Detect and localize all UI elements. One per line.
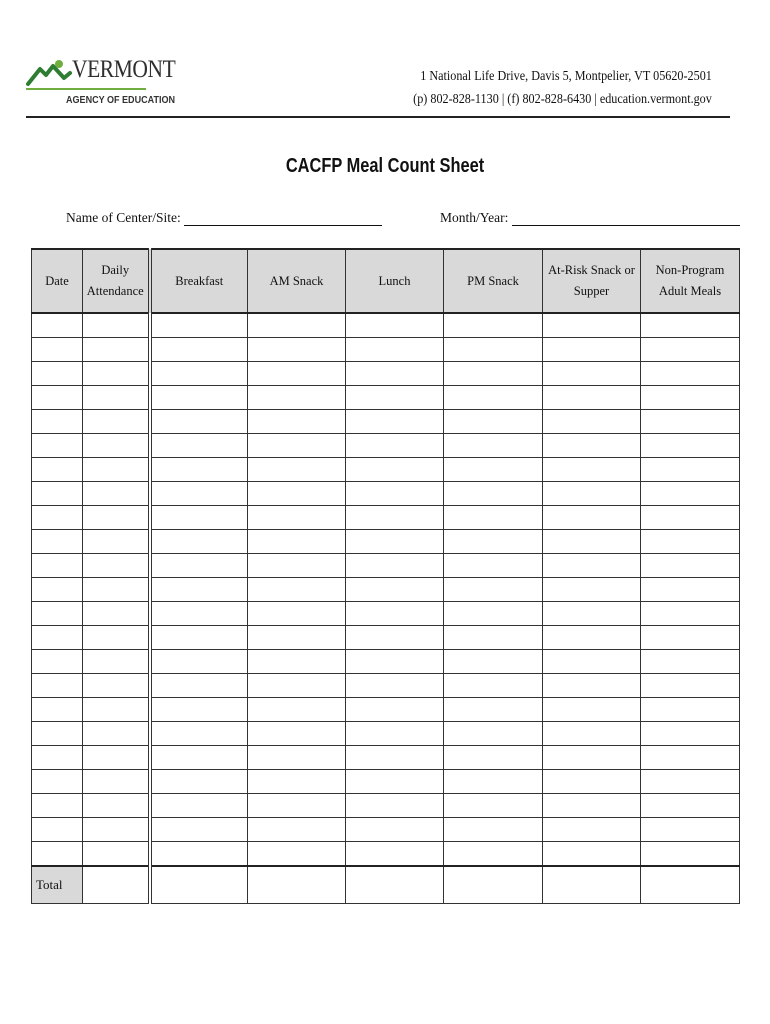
col-non-program-adult-meals: Non-Program Adult Meals [641,249,740,313]
total-non-program-adult-meals[interactable] [641,866,740,904]
cell-non-program-adult-meals[interactable] [641,626,740,650]
page-title: CACFP Meal Count Sheet [285,155,485,177]
cell-daily-attendance[interactable] [83,458,150,482]
cell-breakfast[interactable] [150,818,248,842]
cell-non-program-adult-meals[interactable] [641,362,740,386]
table-row [32,698,740,722]
cell-lunch[interactable] [346,674,444,698]
cell-breakfast[interactable] [150,338,248,362]
table-row [32,530,740,554]
cell-at-risk-snack-supper[interactable] [543,554,641,578]
cell-lunch[interactable] [346,410,444,434]
table-row [32,650,740,674]
cell-am-snack[interactable] [248,482,346,506]
cell-pm-snack[interactable] [444,674,543,698]
cell-at-risk-snack-supper[interactable] [543,506,641,530]
month-year-label: Month/Year: [440,210,509,225]
table-row [32,674,740,698]
cell-pm-snack[interactable] [444,698,543,722]
cell-date[interactable] [32,674,83,698]
logo-agency-name: AGENCY OF EDUCATION [66,94,176,106]
cell-date[interactable] [32,313,83,338]
cell-pm-snack[interactable] [444,410,543,434]
col-daily-attendance: Daily Attendance [83,249,150,313]
cell-at-risk-snack-supper[interactable] [543,530,641,554]
cell-breakfast[interactable] [150,386,248,410]
logo-rule [26,88,146,90]
cell-pm-snack[interactable] [444,602,543,626]
cell-pm-snack[interactable] [444,458,543,482]
cell-date[interactable] [32,698,83,722]
total-lunch[interactable] [346,866,444,904]
cell-date[interactable] [32,554,83,578]
cell-am-snack[interactable] [248,578,346,602]
cell-pm-snack[interactable] [444,554,543,578]
cell-daily-attendance[interactable] [83,626,150,650]
cell-pm-snack[interactable] [444,770,543,794]
cell-breakfast[interactable] [150,506,248,530]
cell-lunch[interactable] [346,842,444,867]
cell-lunch[interactable] [346,626,444,650]
cell-am-snack[interactable] [248,602,346,626]
table-row [32,458,740,482]
cell-daily-attendance[interactable] [83,530,150,554]
cell-non-program-adult-meals[interactable] [641,530,740,554]
cell-non-program-adult-meals[interactable] [641,506,740,530]
cell-lunch[interactable] [346,338,444,362]
cell-daily-attendance[interactable] [83,842,150,867]
col-at-risk-snack-supper: At-Risk Snack or Supper [543,249,641,313]
col-am-snack: AM Snack [248,249,346,313]
cell-breakfast[interactable] [150,313,248,338]
cell-non-program-adult-meals[interactable] [641,482,740,506]
cell-non-program-adult-meals[interactable] [641,650,740,674]
contact-line: (p) 802-828-1130 | (f) 802-828-6430 | education.vermont.gov [413,91,712,106]
cell-breakfast[interactable] [150,770,248,794]
cell-date[interactable] [32,626,83,650]
cell-am-snack[interactable] [248,506,346,530]
vermont-aoe-logo [26,56,176,110]
cell-breakfast[interactable] [150,362,248,386]
cell-date[interactable] [32,650,83,674]
cell-breakfast[interactable] [150,746,248,770]
cell-daily-attendance[interactable] [83,794,150,818]
cell-daily-attendance[interactable] [83,722,150,746]
cell-at-risk-snack-supper[interactable] [543,698,641,722]
cell-date[interactable] [32,794,83,818]
cell-at-risk-snack-supper[interactable] [543,313,641,338]
cell-lunch[interactable] [346,362,444,386]
table-row [32,770,740,794]
table-row [32,722,740,746]
cell-at-risk-snack-supper[interactable] [543,818,641,842]
cell-pm-snack[interactable] [444,386,543,410]
cell-daily-attendance[interactable] [83,674,150,698]
cell-lunch[interactable] [346,794,444,818]
cell-date[interactable] [32,746,83,770]
col-lunch: Lunch [346,249,444,313]
cell-lunch[interactable] [346,458,444,482]
cell-non-program-adult-meals[interactable] [641,746,740,770]
cell-at-risk-snack-supper[interactable] [543,722,641,746]
cell-daily-attendance[interactable] [83,338,150,362]
cell-breakfast[interactable] [150,698,248,722]
cell-lunch[interactable] [346,578,444,602]
cell-date[interactable] [32,818,83,842]
cell-pm-snack[interactable] [444,530,543,554]
cell-at-risk-snack-supper[interactable] [543,770,641,794]
cell-am-snack[interactable] [248,554,346,578]
cell-non-program-adult-meals[interactable] [641,578,740,602]
cell-daily-attendance[interactable] [83,434,150,458]
col-breakfast: Breakfast [150,249,248,313]
cell-am-snack[interactable] [248,626,346,650]
cell-at-risk-snack-supper[interactable] [543,362,641,386]
cell-am-snack[interactable] [248,794,346,818]
cell-breakfast[interactable] [150,602,248,626]
cell-breakfast[interactable] [150,842,248,867]
cell-at-risk-snack-supper[interactable] [543,842,641,867]
meal-count-table [31,248,740,904]
cell-daily-attendance[interactable] [83,818,150,842]
cell-pm-snack[interactable] [444,338,543,362]
table-row [32,602,740,626]
cell-date[interactable] [32,458,83,482]
cell-lunch[interactable] [346,722,444,746]
cell-date[interactable] [32,842,83,867]
cell-date[interactable] [32,578,83,602]
table-row [32,746,740,770]
cell-daily-attendance[interactable] [83,482,150,506]
cell-non-program-adult-meals[interactable] [641,842,740,867]
center-site-input[interactable] [184,211,382,226]
header-divider [26,116,730,118]
total-at-risk-snack-supper[interactable] [543,866,641,904]
total-row [32,866,740,904]
cell-lunch[interactable] [346,530,444,554]
cell-am-snack[interactable] [248,313,346,338]
cell-date[interactable] [32,362,83,386]
cell-breakfast[interactable] [150,722,248,746]
cell-daily-attendance[interactable] [83,362,150,386]
cell-non-program-adult-meals[interactable] [641,434,740,458]
cell-am-snack[interactable] [248,842,346,867]
cell-non-program-adult-meals[interactable] [641,313,740,338]
table-row [32,410,740,434]
center-site-label: Name of Center/Site: [66,210,181,225]
logo-wordmark: VERMONT [72,56,176,83]
cell-date[interactable] [32,722,83,746]
cell-pm-snack[interactable] [444,746,543,770]
cell-at-risk-snack-supper[interactable] [543,746,641,770]
table-row [32,794,740,818]
cell-am-snack[interactable] [248,770,346,794]
cell-non-program-adult-meals[interactable] [641,674,740,698]
cell-daily-attendance[interactable] [83,698,150,722]
cell-at-risk-snack-supper[interactable] [543,386,641,410]
cell-pm-snack[interactable] [444,434,543,458]
cell-am-snack[interactable] [248,650,346,674]
cell-date[interactable] [32,338,83,362]
center-site-field [66,210,382,226]
cell-am-snack[interactable] [248,698,346,722]
cell-pm-snack[interactable] [444,506,543,530]
cell-lunch[interactable] [346,386,444,410]
cell-at-risk-snack-supper[interactable] [543,650,641,674]
cell-at-risk-snack-supper[interactable] [543,434,641,458]
cell-at-risk-snack-supper[interactable] [543,482,641,506]
total-label: Total [32,866,83,904]
cell-breakfast[interactable] [150,674,248,698]
cell-am-snack[interactable] [248,410,346,434]
cell-non-program-adult-meals[interactable] [641,818,740,842]
cell-non-program-adult-meals[interactable] [641,770,740,794]
month-year-field [440,210,740,226]
cell-date[interactable] [32,434,83,458]
cell-breakfast[interactable] [150,434,248,458]
cell-pm-snack[interactable] [444,626,543,650]
cell-at-risk-snack-supper[interactable] [543,794,641,818]
cell-non-program-adult-meals[interactable] [641,794,740,818]
cell-breakfast[interactable] [150,626,248,650]
cell-daily-attendance[interactable] [83,578,150,602]
cell-daily-attendance[interactable] [83,506,150,530]
cell-non-program-adult-meals[interactable] [641,698,740,722]
table-row [32,842,740,867]
cell-pm-snack[interactable] [444,722,543,746]
mountain-logo-icon [26,58,76,88]
cell-non-program-adult-meals[interactable] [641,338,740,362]
cell-am-snack[interactable] [248,434,346,458]
cell-breakfast[interactable] [150,482,248,506]
cell-am-snack[interactable] [248,674,346,698]
cell-date[interactable] [32,482,83,506]
cell-breakfast[interactable] [150,650,248,674]
cell-pm-snack[interactable] [444,482,543,506]
cell-pm-snack[interactable] [444,842,543,867]
total-daily-attendance[interactable] [83,866,150,904]
cell-am-snack[interactable] [248,746,346,770]
cell-breakfast[interactable] [150,458,248,482]
cell-date[interactable] [32,770,83,794]
table-row [32,338,740,362]
table-row [32,386,740,410]
cell-am-snack[interactable] [248,530,346,554]
cell-pm-snack[interactable] [444,313,543,338]
table-row [32,313,740,338]
cell-breakfast[interactable] [150,794,248,818]
table-row [32,818,740,842]
table-row [32,434,740,458]
col-pm-snack: PM Snack [444,249,543,313]
cell-non-program-adult-meals[interactable] [641,386,740,410]
cell-am-snack[interactable] [248,722,346,746]
cell-lunch[interactable] [346,770,444,794]
cell-at-risk-snack-supper[interactable] [543,410,641,434]
cell-date[interactable] [32,410,83,434]
cell-daily-attendance[interactable] [83,386,150,410]
cell-lunch[interactable] [346,506,444,530]
cell-date[interactable] [32,506,83,530]
cell-pm-snack[interactable] [444,818,543,842]
agency-address [413,64,712,110]
cell-lunch[interactable] [346,482,444,506]
cell-daily-attendance[interactable] [83,746,150,770]
cell-breakfast[interactable] [150,578,248,602]
cell-breakfast[interactable] [150,410,248,434]
cell-date[interactable] [32,602,83,626]
cell-pm-snack[interactable] [444,794,543,818]
cell-pm-snack[interactable] [444,578,543,602]
cell-date[interactable] [32,386,83,410]
cell-breakfast[interactable] [150,554,248,578]
table-row [32,554,740,578]
table-row [32,626,740,650]
cell-lunch[interactable] [346,746,444,770]
month-year-input[interactable] [512,211,740,226]
cell-am-snack[interactable] [248,818,346,842]
cell-lunch[interactable] [346,698,444,722]
cell-lunch[interactable] [346,554,444,578]
cell-daily-attendance[interactable] [83,554,150,578]
total-am-snack[interactable] [248,866,346,904]
total-pm-snack[interactable] [444,866,543,904]
cell-breakfast[interactable] [150,530,248,554]
cell-non-program-adult-meals[interactable] [641,554,740,578]
table-row [32,482,740,506]
cell-daily-attendance[interactable] [83,602,150,626]
cell-pm-snack[interactable] [444,650,543,674]
cell-am-snack[interactable] [248,338,346,362]
cell-lunch[interactable] [346,434,444,458]
cell-at-risk-snack-supper[interactable] [543,626,641,650]
table-header-row [32,249,740,313]
cell-am-snack[interactable] [248,386,346,410]
cell-non-program-adult-meals[interactable] [641,722,740,746]
cell-at-risk-snack-supper[interactable] [543,338,641,362]
cell-pm-snack[interactable] [444,362,543,386]
cell-at-risk-snack-supper[interactable] [543,458,641,482]
cell-at-risk-snack-supper[interactable] [543,674,641,698]
cell-am-snack[interactable] [248,458,346,482]
total-breakfast[interactable] [150,866,248,904]
cell-at-risk-snack-supper[interactable] [543,602,641,626]
table-row [32,506,740,530]
cell-daily-attendance[interactable] [83,770,150,794]
cell-lunch[interactable] [346,818,444,842]
table-row [32,362,740,386]
cell-non-program-adult-meals[interactable] [641,458,740,482]
cell-daily-attendance[interactable] [83,650,150,674]
address-line: 1 National Life Drive, Davis 5, Montpelier, VT 05620-2501 [420,68,712,83]
cell-date[interactable] [32,530,83,554]
cell-non-program-adult-meals[interactable] [641,602,740,626]
cell-daily-attendance[interactable] [83,313,150,338]
col-date: Date [32,249,83,313]
cell-am-snack[interactable] [248,362,346,386]
table-row [32,578,740,602]
cell-daily-attendance[interactable] [83,410,150,434]
cell-lunch[interactable] [346,650,444,674]
cell-lunch[interactable] [346,602,444,626]
cell-non-program-adult-meals[interactable] [641,410,740,434]
cell-at-risk-snack-supper[interactable] [543,578,641,602]
cell-lunch[interactable] [346,313,444,338]
